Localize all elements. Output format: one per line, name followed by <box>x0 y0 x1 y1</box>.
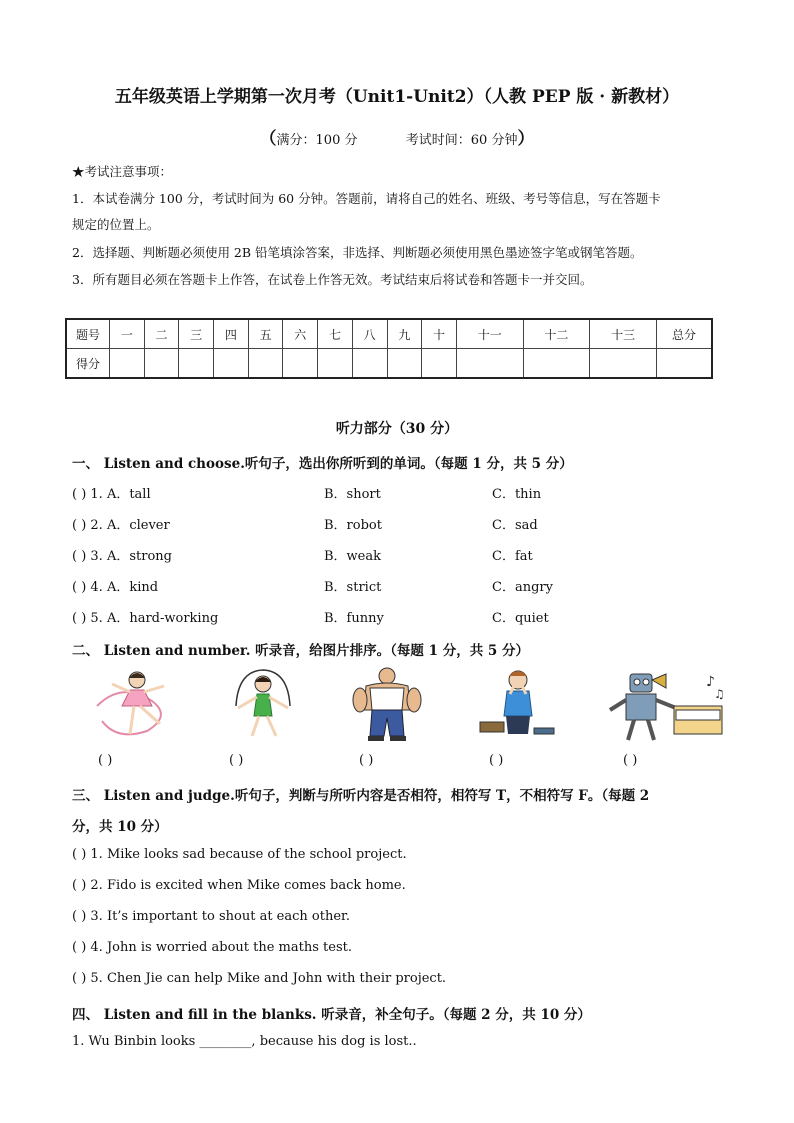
option-c: C．thin <box>492 487 542 502</box>
fill-blank-question: 1. Wu Binbin looks ________, because his dog is lost.. <box>72 1034 417 1049</box>
judge-question: ( ) 5. Chen Jie can help Mike and John with their project. <box>72 971 447 986</box>
score-row <box>66 349 712 379</box>
svg-text:♪: ♪ <box>706 674 715 690</box>
exam-time: 考试时间：60 分钟 <box>405 133 518 148</box>
picture-answer-blank[interactable]: ( ) <box>98 753 113 768</box>
score-cell[interactable] <box>179 349 214 379</box>
score-header-row <box>66 319 712 349</box>
option-c: C．angry <box>492 580 553 595</box>
option-b: B．weak <box>324 549 382 564</box>
option-c: C．quiet <box>492 611 549 626</box>
section2-title: 二、 Listen and number. 听录音，给图片排序。（每题 1 分，共 5 分） <box>72 643 530 659</box>
question-number: 四 <box>214 319 249 349</box>
score-cell[interactable] <box>422 349 457 379</box>
question-number: 七 <box>318 319 353 349</box>
strong-man-image <box>352 666 422 746</box>
total-label: 总分 <box>657 319 713 349</box>
section3-title-cont: 分，共 10 分） <box>72 819 168 835</box>
robot-piano-image <box>606 666 725 744</box>
full-marks: 满分：100 分 <box>276 133 358 148</box>
question-number: 九 <box>387 319 422 349</box>
question-number: 八 <box>352 319 387 349</box>
score-cell[interactable] <box>248 349 283 379</box>
question-stem: ( ) 3. A．strong <box>72 549 172 564</box>
score-cell[interactable] <box>352 349 387 379</box>
judge-question: ( ) 2. Fido is excited when Mike comes back home. <box>72 878 406 893</box>
ballet-dancer-girl-image <box>92 666 182 744</box>
note-line: 规定的位置上。 <box>72 217 160 232</box>
option-b: B．robot <box>324 518 382 533</box>
question-number: 二 <box>144 319 179 349</box>
question-number: 一 <box>110 319 145 349</box>
judge-question: ( ) 1. Mike looks sad because of the school project. <box>72 847 407 862</box>
score-cell[interactable] <box>318 349 353 379</box>
score-cell[interactable] <box>214 349 249 379</box>
question-number: 十 <box>422 319 457 349</box>
question-stem: ( ) 4. A．kind <box>72 580 159 595</box>
crying-boy-image <box>474 666 564 742</box>
score-cell[interactable] <box>590 349 657 379</box>
option-c: C．sad <box>492 518 538 533</box>
exam-info: （满分：100 分 考试时间：60 分钟） <box>259 129 535 149</box>
judge-question: ( ) 3. It’s important to shout at each other. <box>72 909 350 924</box>
question-stem: ( ) 5. A．hard-working <box>72 611 219 626</box>
picture-answer-blank[interactable]: ( ) <box>229 753 244 768</box>
question-number: 十一 <box>456 319 523 349</box>
section4-title: 四、 Listen and fill in the blanks. 听录音，补全句子。（每题 2 分，共 10 分） <box>72 1007 591 1023</box>
score-cell[interactable] <box>110 349 145 379</box>
picture-answer-blank[interactable]: ( ) <box>359 753 374 768</box>
option-b: B．strict <box>324 580 382 595</box>
section3-title: 三、 Listen and judge.听句子，判断与所听内容是否相符，相符写 T，不相符写 F。（每题 2 <box>72 788 650 804</box>
note-line: 2．选择题、判断题必须使用 2B 铅笔填涂答案，非选择、判断题必须使用黑色墨迹签字笔或钢笔答题。 <box>72 245 643 260</box>
section1-title: 一、 Listen and choose.听句子，选出你所听到的单词。（每题 1 分，共 5 分） <box>72 456 573 472</box>
picture-answer-blank[interactable]: ( ) <box>623 753 638 768</box>
score-cell[interactable] <box>523 349 590 379</box>
note-line: 1．本试卷满分 100 分，考试时间为 60 分钟。答题前，请将自己的姓名、班级、考号等信息，写在答题卡 <box>72 191 661 206</box>
score-cell[interactable] <box>456 349 523 379</box>
svg-text:♫: ♫ <box>714 687 725 701</box>
option-b: B．short <box>324 487 381 502</box>
option-b: B．funny <box>324 611 384 626</box>
listening-title: 听力部分（30 分） <box>335 421 459 437</box>
option-c: C．fat <box>492 549 533 564</box>
question-number: 五 <box>248 319 283 349</box>
score-cell[interactable] <box>387 349 422 379</box>
score-table <box>65 318 713 379</box>
score-cell[interactable] <box>283 349 318 379</box>
note-line: 3．所有题目必须在答题卡上作答，在试卷上作答无效。考试结束后将试卷和答题卡一并交回。 <box>72 272 593 287</box>
row-label: 题号 <box>66 319 110 349</box>
question-number: 六 <box>283 319 318 349</box>
page-title: 五年级英语上学期第一次月考（Unit1-Unit2）（人教 PEP 版 · 新教材） <box>114 87 680 107</box>
judge-question: ( ) 4. John is worried about the maths test. <box>72 940 352 955</box>
score-cell[interactable] <box>144 349 179 379</box>
notes-heading: ★考试注意事项： <box>72 164 173 179</box>
picture-answer-blank[interactable]: ( ) <box>489 753 504 768</box>
row-label: 得分 <box>66 349 110 379</box>
question-number: 三 <box>179 319 214 349</box>
question-number: 十三 <box>590 319 657 349</box>
question-stem: ( ) 1. A．tall <box>72 487 151 502</box>
question-stem: ( ) 2. A．clever <box>72 518 170 533</box>
score-cell[interactable] <box>657 349 713 379</box>
jump-rope-girl-image <box>228 666 298 744</box>
question-number: 十二 <box>523 319 590 349</box>
